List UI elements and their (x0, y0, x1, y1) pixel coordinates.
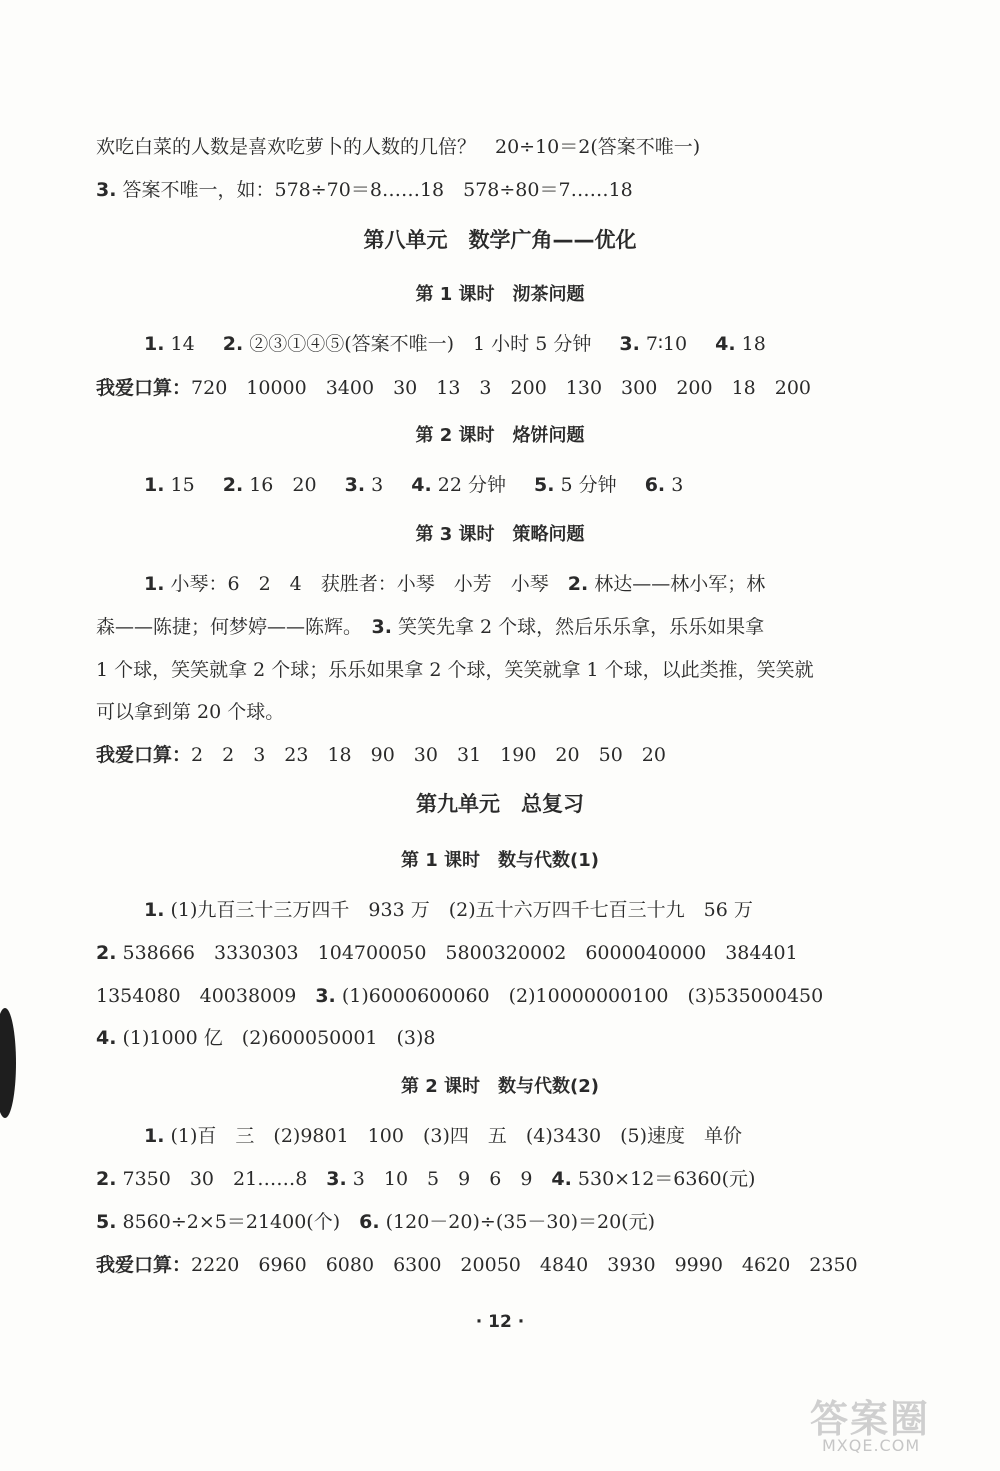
answer-text: 小琴：6 2 4 获胜者：小琴 小芳 小琴 (164, 573, 568, 595)
answer-line (96, 938, 798, 965)
question-number: 2. (222, 333, 244, 355)
oral-arithmetic-values: 2220 6960 6080 6300 20050 4840 3930 9990 4620 2350 (191, 1254, 858, 1276)
answer-text: (1)百 三 (2)9801 100 (3)四 五 (4)3430 (5)速度 单价 (164, 1125, 743, 1147)
watermark-logo (808, 1388, 986, 1458)
lesson-title: 第 1 课时 沏茶问题 (415, 284, 585, 305)
oral-arithmetic-values: 2 2 3 23 18 90 30 31 190 20 50 20 (191, 744, 666, 766)
answer-line (144, 569, 765, 596)
answer-text: (1)1000 亿 (2)600050001 (3)8 (116, 1027, 436, 1049)
answer-line (144, 1121, 742, 1148)
answer-text: (120－20)÷(35－30)＝20(元) (379, 1211, 656, 1233)
lesson-title: 第 1 课时 数与代数(1) (400, 850, 600, 871)
answer-line (144, 895, 753, 922)
answer-text: 14 (164, 333, 195, 355)
watermark-url: MXQE.COM (822, 1436, 921, 1455)
question-number: 1. (144, 1125, 165, 1147)
answer-line (96, 1207, 655, 1234)
page-number: · 12 · (475, 1312, 525, 1332)
lesson-title: 第 2 课时 数与代数(2) (400, 1076, 600, 1097)
answer-text: 1354080 40038009 (96, 985, 316, 1007)
watermark-text: 答案圈 (810, 1397, 931, 1441)
answer-line (144, 329, 766, 356)
answer-text: 538666 3330303 104700050 5800320002 6000040000 384401 (116, 942, 798, 964)
question-number: 3. (96, 179, 117, 201)
answer-line (96, 1164, 755, 1191)
lesson-title: 第 2 课时 烙饼问题 (415, 425, 585, 446)
unit-title: 第九单元 总复习 (416, 792, 584, 816)
question-number: 4. (411, 474, 432, 496)
answer-text: 3 10 5 9 6 9 (346, 1168, 552, 1190)
answer-text: ②③①④⑤(答案不唯一) 1 小时 5 分钟 (243, 333, 592, 355)
answer-text: 3 (365, 474, 384, 496)
question-number: 2. (567, 573, 589, 595)
answer-text: 林达——林小军；林 (588, 573, 766, 595)
oral-arithmetic-line (96, 1250, 858, 1277)
question-number: 1. (144, 899, 165, 921)
answer-line: 可以拿到第 20 个球。 (96, 701, 285, 723)
question-number: 2. (96, 1168, 117, 1190)
question-number: 4. (715, 333, 736, 355)
answer-text: 7350 30 21……8 (116, 1168, 327, 1190)
question-number: 2. (96, 942, 117, 964)
answer-line (96, 1023, 436, 1050)
oral-arithmetic-label: 我爱口算： (96, 1254, 192, 1276)
answer-line: 1 个球，笑笑就拿 2 个球；乐乐如果拿 2 个球，笑笑就拿 1 个球，以此类推，笑笑就 (96, 659, 814, 681)
question-number: 4. (96, 1027, 117, 1049)
question-number: 6. (644, 474, 666, 496)
answer-text: 笑笑先拿 2 个球，然后乐乐拿，乐乐如果拿 (391, 616, 765, 638)
unit-title: 第八单元 数学广角——优化 (363, 228, 637, 252)
oral-arithmetic-label: 我爱口算： (96, 377, 192, 399)
answer-text: 22 分钟 (431, 474, 506, 496)
question-number: 5. (96, 1211, 117, 1233)
question-number: 4. (551, 1168, 572, 1190)
answer-text: 530×12＝6360(元) (571, 1168, 756, 1190)
answer-text: 3 (665, 474, 684, 496)
answer-text: 5 分钟 (554, 474, 617, 496)
answer-line (96, 175, 633, 202)
question-number: 3. (371, 616, 392, 638)
answer-line: 欢吃白菜的人数是喜欢吃萝卜的人数的几倍？ 20÷10＝2(答案不唯一) (96, 136, 701, 158)
question-number: 1. (144, 474, 165, 496)
oral-arithmetic-line (96, 373, 811, 400)
question-number: 1. (144, 333, 165, 355)
question-number: 3. (326, 1168, 347, 1190)
question-number: 1. (144, 573, 165, 595)
question-number: 5. (534, 474, 555, 496)
question-number: 6. (359, 1211, 380, 1233)
answer-line (144, 470, 683, 497)
question-number: 3. (344, 474, 366, 496)
answer-text: 森——陈捷；何梦婷——陈辉。 (96, 616, 372, 638)
scan-shadow (0, 1008, 16, 1118)
question-number: 2. (222, 474, 244, 496)
answer-text: (1)九百三十三万四千 933 万 (2)五十六万四千七百三十九 56 万 (164, 899, 753, 921)
answer-text: 18 (735, 333, 766, 355)
answer-text: 答案不唯一，如：578÷70＝8……18 578÷80＝7……18 (116, 179, 633, 201)
question-number: 3. (315, 985, 336, 1007)
answer-line (96, 981, 823, 1008)
answer-text: 15 (164, 474, 195, 496)
oral-arithmetic-line (96, 740, 666, 767)
oral-arithmetic-values: 720 10000 3400 30 13 3 200 130 300 200 18 200 (191, 377, 812, 399)
question-number: 3. (619, 333, 640, 355)
answer-text: (1)6000600060 (2)10000000100 (3)535000450 (335, 985, 824, 1007)
answer-text: 16 20 (243, 474, 317, 496)
answer-text: 8560÷2×5＝21400(个) (116, 1211, 360, 1233)
lesson-title: 第 3 课时 策略问题 (415, 524, 585, 545)
answer-text: 7∶10 (639, 333, 688, 355)
oral-arithmetic-label: 我爱口算： (96, 744, 192, 766)
answer-line (96, 612, 764, 639)
